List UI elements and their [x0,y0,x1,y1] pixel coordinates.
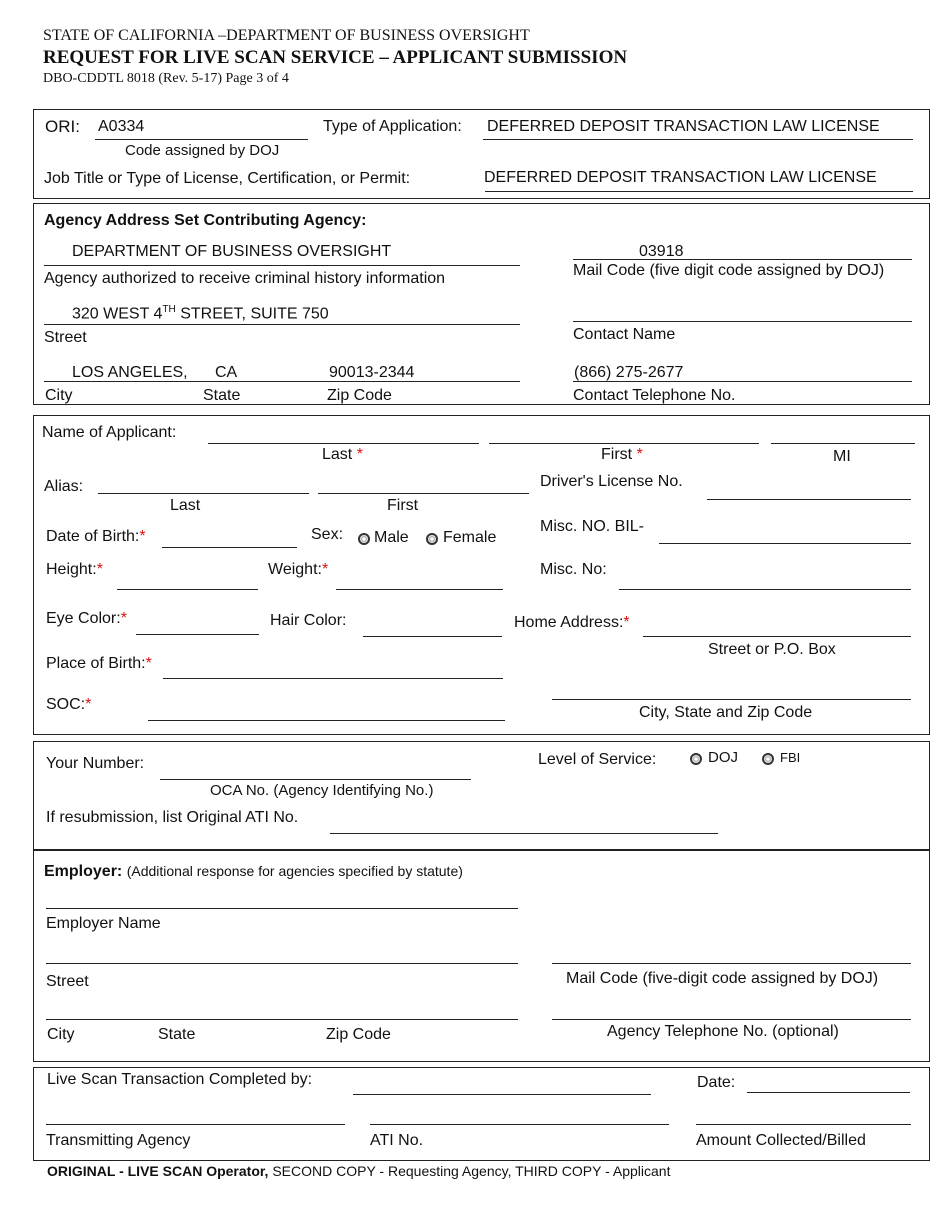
oca-number-field[interactable] [160,779,471,780]
ati-number-caption: ATI No. [370,1132,424,1149]
agency-street-caption: Street [44,329,87,346]
mail-code-caption: Mail Code (five digit code assigned by DOJ) [573,262,885,279]
height-label: Height:* [46,561,103,578]
middle-initial-caption: MI [833,448,851,465]
applicant-name-label: Name of Applicant: [42,424,177,441]
hair-color-label: Hair Color: [270,612,347,629]
alias-last-field[interactable] [98,493,309,494]
completed-by-label: Live Scan Transaction Completed by: [47,1071,313,1088]
application-type-label: Type of Application: [323,118,462,135]
employer-mail-code-field[interactable] [552,963,911,964]
agency-name-value[interactable]: DEPARTMENT OF BUSINESS OVERSIGHT [72,243,392,260]
weight-field[interactable] [336,589,503,590]
doj-label: DOJ [708,749,738,766]
home-city-caption: City, State and Zip Code [639,704,813,721]
dob-label: Date of Birth:* [46,528,146,545]
agency-state-value[interactable]: CA [215,364,238,381]
last-name-field[interactable] [208,443,479,444]
applicant-section [33,415,930,735]
misc-no-label: Misc. No: [540,561,607,578]
height-field[interactable] [117,589,258,590]
place-of-birth-label: Place of Birth:* [46,655,152,672]
level-of-service-label: Level of Service: [538,751,657,768]
eye-color-label: Eye Color:* [46,610,127,627]
ori-underline [95,139,308,140]
employer-name-field[interactable] [46,908,518,909]
amount-caption: Amount Collected/Billed [696,1132,866,1149]
form-id: DBO-CDDTL 8018 (Rev. 5-17) Page 3 of 4 [43,71,289,86]
date-label: Date: [697,1074,736,1091]
completed-by-field[interactable] [353,1094,651,1095]
agency-name-caption: Agency authorized to receive criminal history information [44,270,446,287]
alias-first-caption: First [387,497,419,514]
job-title-value[interactable]: DEFERRED DEPOSIT TRANSACTION LAW LICENSE [484,169,877,186]
alias-first-field[interactable] [318,493,529,494]
mail-code-value[interactable]: 03918 [639,243,684,260]
drivers-license-field[interactable] [707,499,911,500]
contact-phone-caption: Contact Telephone No. [573,387,736,404]
agency-street-underline [44,324,520,325]
soc-field[interactable] [148,720,505,721]
employer-name-caption: Employer Name [46,915,161,932]
employer-phone-field[interactable] [552,1019,911,1020]
form-title: REQUEST FOR LIVE SCAN SERVICE – APPLICANT SUBMISSION [43,47,628,68]
agency-zip-caption: Zip Code [327,387,392,404]
home-street-caption: Street or P.O. Box [708,641,836,658]
drivers-license-label: Driver's License No. [540,473,683,490]
employer-mail-code-caption: Mail Code (five-digit code assigned by DOJ) [566,970,879,987]
female-radio[interactable] [426,533,438,545]
dob-field[interactable] [162,547,297,548]
first-name-field[interactable] [489,443,759,444]
employer-phone-caption: Agency Telephone No. (optional) [607,1023,839,1040]
agency-name-underline [44,265,520,266]
mail-code-underline [573,259,912,260]
agency-header: STATE OF CALIFORNIA –DEPARTMENT OF BUSINESS OVERSIGHT [43,27,530,44]
home-city-field[interactable] [552,699,911,700]
soc-label: SOC:* [46,696,92,713]
employer-state-caption: State [158,1026,196,1043]
agency-heading: Agency Address Set Contributing Agency: [44,212,367,229]
employer-street-caption: Street [46,973,89,990]
middle-initial-field[interactable] [771,443,915,444]
contact-phone-underline [573,381,912,382]
weight-label: Weight:* [268,561,329,578]
contact-name-underline[interactable] [573,321,912,322]
misc-bil-field[interactable] [659,543,911,544]
alias-label: Alias: [44,478,84,495]
doj-radio[interactable] [690,753,702,765]
agency-city-caption: City [45,387,73,404]
misc-no-field[interactable] [619,589,911,590]
employer-zip-caption: Zip Code [326,1026,391,1043]
your-number-label: Your Number: [46,755,145,772]
agency-city-value[interactable]: LOS ANGELES, [72,364,188,381]
employer-street-field[interactable] [46,963,518,964]
ati-number-field[interactable] [370,1124,669,1125]
sex-label: Sex: [311,526,344,543]
job-title-label: Job Title or Type of License, Certification, or Permit: [44,170,411,187]
employer-city-caption: City [47,1026,75,1043]
ori-caption: Code assigned by DOJ [125,142,280,159]
job-title-underline [485,191,913,192]
ori-label: ORI: [45,117,80,136]
contact-phone-value[interactable]: (866) 275-2677 [574,364,684,381]
female-label: Female [443,529,497,546]
copy-distribution-footer: ORIGINAL - LIVE SCAN Operator, SECOND COPY - Requesting Agency, THIRD COPY - Applicant [47,1163,671,1179]
application-type-value[interactable]: DEFERRED DEPOSIT TRANSACTION LAW LICENSE [487,118,880,135]
employer-heading: Employer: (Additional response for agencies specified by statute) [44,863,463,880]
eye-color-field[interactable] [136,634,259,635]
home-address-label: Home Address:* [514,614,630,631]
resubmission-field[interactable] [330,833,718,834]
male-radio[interactable] [358,533,370,545]
employer-city-field[interactable] [46,1019,518,1020]
agency-zip-value[interactable]: 90013-2344 [329,364,415,381]
oca-caption: OCA No. (Agency Identifying No.) [210,782,434,799]
resubmission-label: If resubmission, list Original ATI No. [46,809,299,826]
application-type-underline [483,139,913,140]
amount-field[interactable] [696,1124,911,1125]
date-field[interactable] [747,1092,910,1093]
contact-name-caption: Contact Name [573,326,676,343]
home-street-field[interactable] [643,636,911,637]
male-label: Male [374,529,409,546]
agency-street-value[interactable]: 320 WEST 4TH STREET, SUITE 750 [72,304,329,323]
ori-value[interactable]: A0334 [98,118,145,135]
agency-city-underline [44,381,520,382]
misc-bil-label: Misc. NO. BIL- [540,518,645,535]
fbi-radio[interactable] [762,753,774,765]
alias-last-caption: Last [170,497,201,514]
first-name-caption: First * [601,446,643,463]
transmitting-agency-field[interactable] [46,1124,345,1125]
hair-color-field[interactable] [363,636,502,637]
transmitting-agency-caption: Transmitting Agency [46,1132,191,1149]
last-name-caption: Last * [322,446,363,463]
place-of-birth-field[interactable] [163,678,503,679]
agency-state-caption: State [203,387,241,404]
fbi-label: FBI [780,750,801,765]
